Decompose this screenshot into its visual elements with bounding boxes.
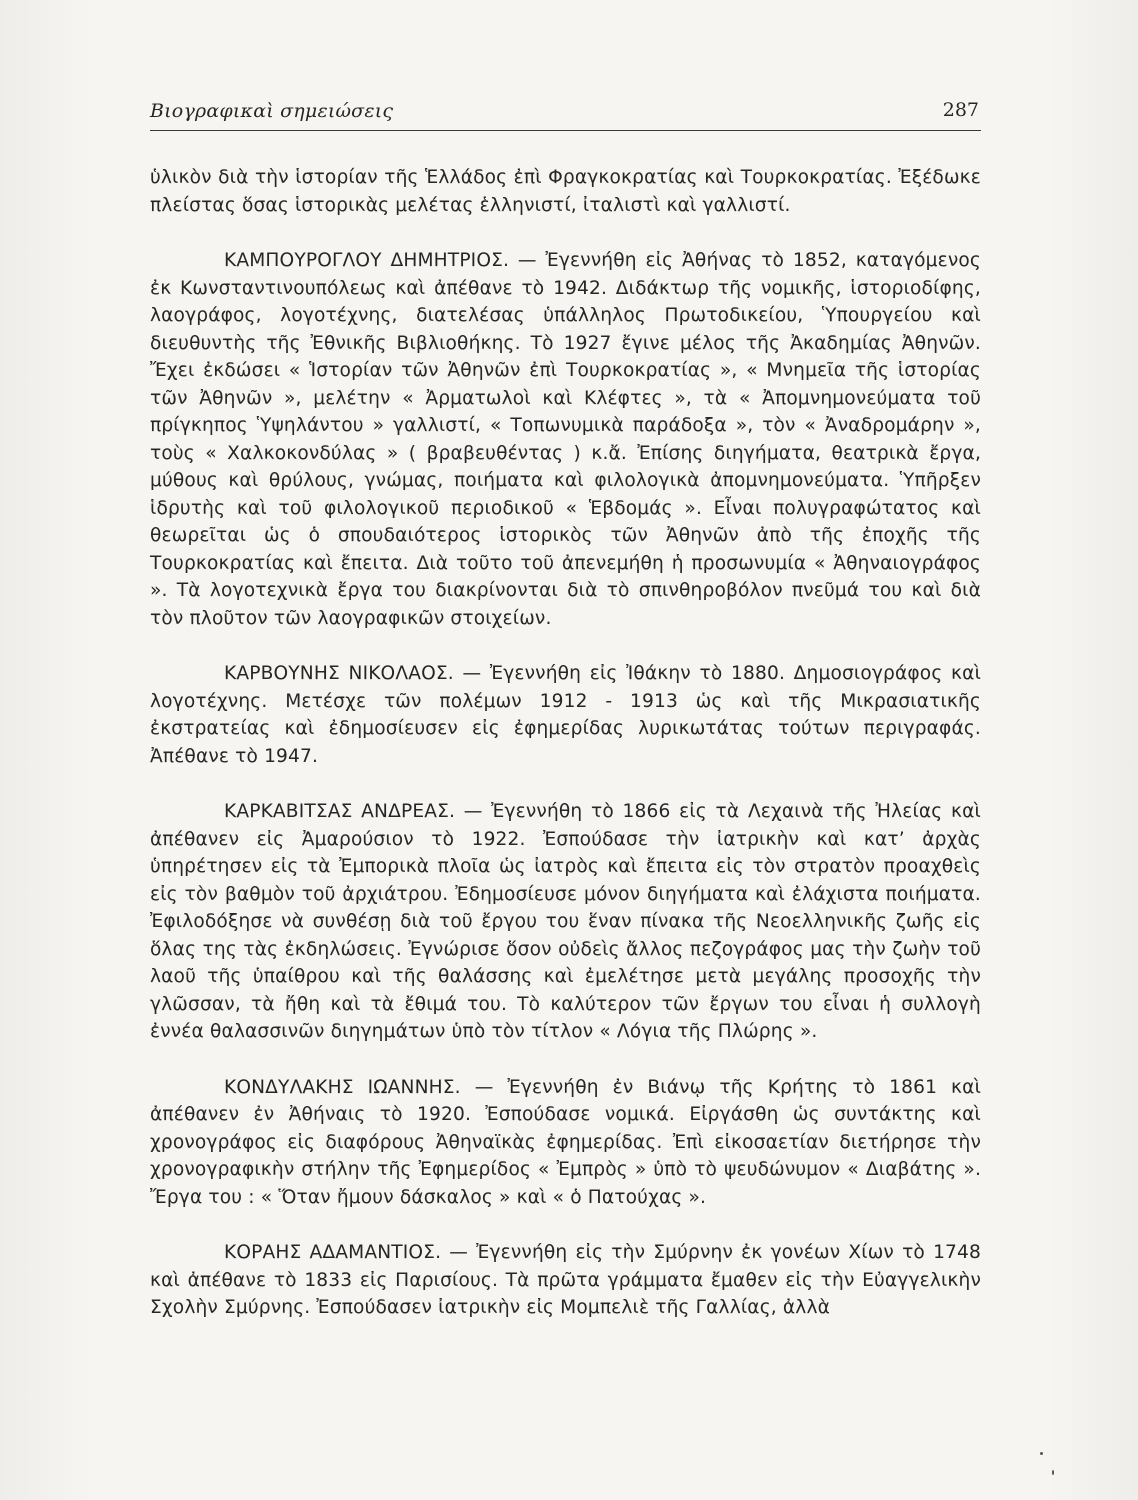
entry-text: — Ἐγεννήθη εἰς Ἀθήνας τὸ 1852, καταγόμενος ἐκ Κωνσταντινουπόλεως καὶ ἀπέθανε τὸ 1942. Διδάκτωρ τῆς νομικῆς, ἱστοριοδίφης, λαογράφος, λογοτέχνης, διατελέσας ὑπάλληλος Πρωτοδικείου, Ὑπουργείου καὶ διευθυντὴς τῆς Ἐθνικῆς Βιβλιοθήκης. Τὸ 1927 ἔγινε μέλος τῆς Ἀκαδημίας Ἀθηνῶν. Ἔχει ἐκδώσει « Ἱστορίαν τῶν Ἀθηνῶν ἐπὶ Τουρκοκρατίας », « Μνημεῖα τῆς ἱστορίας τῶν Ἀθηνῶν », μελέτην « Ἀρματωλοὶ καὶ Κλέφτες », τὰ « Ἀπομνημονεύματα τοῦ πρίγκηπος Ὑψηλάντου » γαλλιστί, « Τοπωνυμικὰ παράδοξα », τὸν « Ἀναδρομάρην », τοὺς « Χαλκοκονδύλας » ( βραβευθέντας ) κ.ἄ. Ἐπίσης διηγήματα, θεατρικὰ ἔργα, μύθους καὶ θρύλους, γνώμας, ποιήματα καὶ φιλολογικὰ ἀπομνημονεύματα. Ὑπῆρξεν ἱδρυτὴς καὶ τοῦ φιλολογικοῦ περιοδικοῦ « Ἑβδομάς ». Εἶναι πολυγραφώτατος καὶ θεωρεῖται ὡς ὁ σπουδαιότερος ἱστορικὸς τῶν Ἀθηνῶν ἀπὸ τῆς ἐποχῆς τῆς Τουρκοκρατίας καὶ ἔπειτα. Διὰ τοῦτο τοῦ ἀπενεμήθη ἡ προσωνυμία « Ἀθηναιογράφος ». Τὰ λογοτεχνικὰ ἔργα του διακρίνονται διὰ τὸ σπινθηροβόλον πνεῦμά του καὶ διὰ τὸν πλοῦτον τῶν λαογραφικῶν στοιχείων. bbox=[150, 250, 981, 629]
ink-speck bbox=[1052, 1470, 1054, 1475]
entry-text: — Ἐγεννήθη ἐν Βιάνῳ τῆς Κρήτης τὸ 1861 καὶ ἀπέθανεν ἐν Ἀθήναις τὸ 1920. Ἐσπούδασε νομικά. Εἰργάσθη ὡς συντάκτης καὶ χρονογράφος εἰς διαφόρους Ἀθηναϊκὰς ἐφημερίδας. Ἐπὶ εἰκοσαετίαν διετήρησε τὴν χρονογραφικὴν στήλην τῆς Ἐφημερίδος « Ἐμπρὸς » ὑπὸ τὸ ψευδώνυμον « Διαβάτης ». Ἔργα του : « Ὅταν ἤμουν δάσκαλος » καὶ « ὁ Πατούχας ». bbox=[150, 1076, 982, 1208]
entry-text: — Ἐγεννήθη τὸ 1866 εἰς τὰ Λεχαινὰ τῆς Ἠλείας καὶ ἀπέθανεν εἰς Ἀμαρούσιον τὸ 1922. Ἐσπούδασε τὴν ἰατρικὴν καὶ κατ’ ἀρχὰς ὑπηρέτησεν εἰς τὰ Ἐμπορικὰ πλοῖα ὡς ἰατρὸς καὶ ἔπειτα εἰς τὸν στρατὸν προαχθεὶς εἰς τὸν βαθμὸν τοῦ ἀρχιάτρου. Ἐδημοσίευσε μόνον διηγήματα καὶ ἐλάχιστα ποιήματα. Ἐφιλοδόξησε νὰ συνθέσῃ διὰ τοῦ ἔργου του ἕναν πίνακα τῆς Νεοελληνικῆς ζωῆς εἰς ὅλας της τὰς ἐκδηλώσεις. Ἐγνώρισε ὅσον οὐδεὶς ἄλλος πεζογράφος μας τὴν ζωὴν τοῦ λαοῦ τῆς ὑπαίθρου καὶ τῆς θαλάσσης καὶ ἐμελέτησε μετὰ μεγάλης προσοχῆς τὴν γλῶσσαν, τὰ ἤθη καὶ τὰ ἔθιμά του. Τὸ καλύτερον τῶν ἔργων του εἶναι ἡ συλλογὴ ἐννέα θαλασσινῶν διηγημάτων ὑπὸ τὸν τίτλον « Λόγια τῆς Πλώρης ». bbox=[150, 801, 981, 1042]
entry-name: ΚΟΝΔΥΛΑΚΗΣ ΙΩΑΝΝΗΣ. bbox=[224, 1076, 461, 1098]
entry-karkavitsas bbox=[150, 798, 981, 1046]
entry-name: ΚΑΜΠΟΥΡΟΓΛΟΥ ΔΗΜΗΤΡΙΟΣ. bbox=[224, 250, 510, 271]
entry-name: ΚΟΡΑΗΣ ΑΔΑΜΑΝΤΙΟΣ. bbox=[224, 1242, 442, 1263]
entry-text: — Ἐγεννήθη εἰς Ἰθάκην τὸ 1880. Δημοσιογράφος καὶ λογοτέχνης. Μετέσχε τῶν πολέμων 1912 - 1913 ὡς καὶ τῆς Μικρασιατικῆς ἐκστρατείας καὶ ἐδημοσίευσεν εἰς ἐφημερίδας λυρικωτάτας τούτων περιγραφάς. Ἀπέθανε τὸ 1947. bbox=[150, 663, 982, 767]
body-text bbox=[150, 164, 981, 1322]
entry-karvounis bbox=[150, 660, 981, 770]
intro-paragraph: ὑλικὸν διὰ τὴν ἱστορίαν τῆς Ἑλλάδος ἐπὶ Φραγκοκρατίας καὶ Τουρκοκρατίας. Ἐξέδωκε πλείστας ὅσας ἱστορικὰς μελέτας ἑλληνιστί, ἰταλιστὶ καὶ γαλλιστί. bbox=[150, 167, 981, 216]
page-header bbox=[150, 96, 981, 131]
entry-name: ΚΑΡΒΟΥΝΗΣ ΝΙΚΟΛΑΟΣ. bbox=[224, 663, 454, 684]
running-title: Βιογραφικαὶ σημειώσεις bbox=[150, 100, 394, 122]
entry-kambouroglou bbox=[150, 247, 981, 632]
entry-korais bbox=[150, 1239, 981, 1322]
ink-speck bbox=[1040, 1452, 1043, 1455]
entry-kondylakis bbox=[150, 1074, 981, 1212]
entry-name: ΚΑΡΚΑΒΙΤΣΑΣ ΑΝΔΡΕΑΣ. bbox=[224, 801, 456, 822]
page-number: 287 bbox=[942, 99, 979, 121]
entry-text: — Ἐγεννήθη εἰς τὴν Σμύρνην ἐκ γονέων Χίων τὸ 1748 καὶ ἀπέθανε τὸ 1833 εἰς Παρισίους. Τὰ πρῶτα γράμματα ἔμαθεν εἰς τὴν Εὐαγγελικὴν Σχολὴν Σμύρνης. Ἐσπούδασεν ἰατρικὴν εἰς Μομπελιὲ τῆς Γαλλίας, ἀλλὰ bbox=[150, 1242, 981, 1318]
